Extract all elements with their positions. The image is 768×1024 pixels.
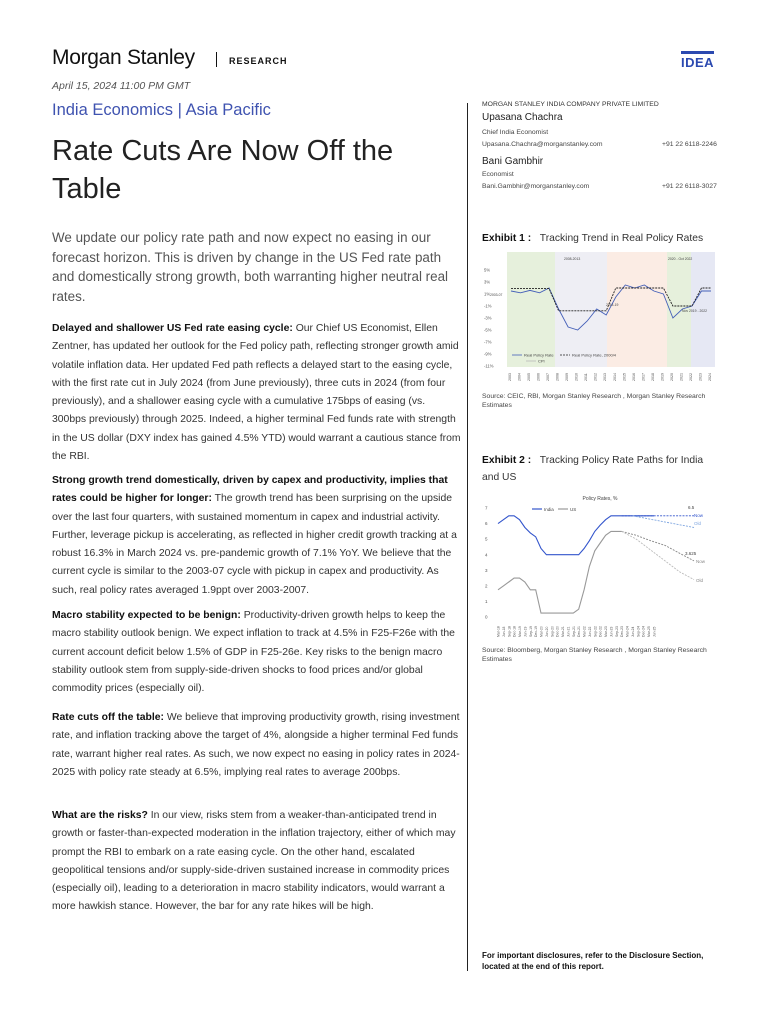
- author-role: Chief India Economist: [482, 129, 549, 136]
- y-tick-label: 1: [485, 599, 488, 605]
- x-tick-label: 2017: [641, 373, 646, 381]
- shade-2003-07: [507, 252, 555, 367]
- x-tick-label: Mar-20: [539, 626, 544, 637]
- section-label: RESEARCH: [229, 56, 288, 66]
- y-tick-label: -5%: [484, 327, 492, 333]
- y-axis: [485, 506, 488, 620]
- x-tick-label: Sep-22: [593, 626, 598, 637]
- series-line-india: [498, 516, 654, 555]
- x-tick-label: Sep-19: [528, 626, 533, 637]
- series-line-us-now: [622, 531, 694, 561]
- y-tick-label: -1%: [484, 303, 492, 309]
- plot-area: [498, 516, 694, 613]
- column-divider: [467, 103, 468, 971]
- x-tick-label: 2016: [631, 373, 636, 381]
- paragraph-text: The growth trend has been surprising on the upside over the last four quarters, with sustained momentum in capex and industrial activity. Further, leverage pickup is accelerating, as reflected in higher credit growth tracking at a robust 16.3% in March 2024 vs. pre-pandemic growth of 7.1% YoY. We believe that the current cycle is similar to the 2003-07 cycle with pickup in capex and productivity. As such, real policy rates averaged 1.9ppt over 2003-2007.: [52, 493, 457, 596]
- x-tick-label: 2012: [593, 373, 598, 381]
- x-tick-label: Sep-23: [614, 626, 619, 637]
- x-axis: [508, 373, 712, 381]
- annotation: 2008-2013: [564, 257, 581, 261]
- x-tick-label: Dec-22: [598, 626, 603, 637]
- x-tick-label: Dec-20: [555, 626, 560, 637]
- exhibit-title: Tracking Trend in Real Policy Rates: [539, 233, 704, 244]
- legend-real-rate: Real Policy Rate: [524, 352, 554, 358]
- annotation: 2014-19: [606, 303, 619, 307]
- paragraph-macro: [52, 607, 462, 698]
- label-now: Now: [696, 559, 706, 564]
- y-tick-label: 1%: [484, 291, 491, 297]
- author-email[interactable]: Upasana.Chachra@morganstanley.com: [482, 141, 603, 148]
- y-tick-label: 3: [485, 567, 488, 573]
- legend-us: US: [570, 507, 577, 512]
- shade-2014-19: [607, 252, 667, 367]
- paragraph-text: Productivity-driven growth helps to keep the macro stability outlook benign. We expect inflation to track at 4.5% in F25-F26e with the current account deficit below 1.5% of GDP in F25-26e. Key risks to the benign macro stability outlook stem from supply-side-driven shocks to food prices and/or global commodity prices (especially oil).: [52, 610, 455, 695]
- paragraph-risks: [52, 807, 462, 917]
- x-tick-label: Mar-19: [518, 626, 523, 637]
- author-email[interactable]: Bani.Gambhir@morganstanley.com: [482, 183, 590, 190]
- exhibit-label: Exhibit 1 :: [482, 233, 532, 244]
- exhibit-label: Exhibit 2 :: [482, 455, 532, 466]
- x-tick-label: Mar-25: [647, 626, 652, 637]
- x-tick-label: 2010: [574, 373, 579, 381]
- disclosure-note: For important disclosures, refer to the Disclosure Section, located at the end of this report.: [482, 951, 704, 971]
- paragraph-lead: Delayed and shallower US Fed rate easing cycle:: [52, 323, 293, 334]
- legend-india: India: [544, 507, 554, 512]
- series-line-us-old: [622, 531, 694, 579]
- y-axis: [484, 268, 494, 369]
- paragraph-lead: What are the risks?: [52, 810, 148, 821]
- legend-cpi: CPI: [538, 358, 545, 364]
- paragraph-growth: [52, 472, 462, 600]
- author-phone: +91 22 6118-2246: [662, 141, 717, 148]
- exhibit1-heading: [482, 230, 722, 247]
- series-line-us: [498, 531, 622, 613]
- series-line-india-old: [633, 516, 695, 528]
- x-tick-label: 2015: [622, 373, 627, 381]
- paragraph-fed-cycle: [52, 320, 462, 466]
- x-tick-label: Sep-24: [636, 626, 641, 637]
- exhibit2-chart: [482, 490, 718, 640]
- author-phone: +91 22 6118-3027: [662, 183, 717, 190]
- x-tick-label: Dec-19: [534, 626, 539, 637]
- x-tick-label: 2005: [527, 373, 532, 381]
- x-tick-label: 2011: [584, 373, 589, 381]
- y-tick-label: 2: [485, 583, 488, 589]
- x-tick-label: 2008: [555, 373, 560, 381]
- x-tick-label: Mar-23: [604, 626, 609, 637]
- author-role: Economist: [482, 171, 514, 178]
- label-us-value: 3.625: [685, 551, 697, 556]
- category-line: India Economics | Asia Pacific: [52, 101, 271, 119]
- x-tick-label: Mar-21: [561, 626, 566, 637]
- author-name: Upasana Chachra: [482, 112, 563, 123]
- x-tick-label: 2023: [698, 373, 703, 381]
- paragraph-lead: Rate cuts off the table:: [52, 712, 164, 723]
- y-tick-label: -3%: [484, 315, 492, 321]
- annotation: 2003-07: [490, 293, 503, 297]
- summary: We update our policy rate path and now expect no easing in our forecast horizon. This is driven by change in the US Fed rate path and domestically strong growth, both warranting higher neutral real rates.: [52, 230, 448, 304]
- paragraph-text: We believe that improving productivity growth, rising investment rate, and inflation tracking above the target of 4%, alongside a higher terminal Fed funds rate, warrant higher real rates. As such, we now expect no easing in policy rates in 2024-2025 with policy rate steady at 6.5%, implying real rates to average 200bps.: [52, 712, 460, 778]
- brand-logo: Morgan Stanley: [52, 46, 195, 69]
- y-tick-label: 5: [485, 536, 488, 542]
- y-tick-label: 5%: [484, 267, 491, 273]
- shade-2008-13: [555, 252, 607, 367]
- x-tick-label: Jun-23: [609, 626, 614, 637]
- publish-date: April 15, 2024 11:00 PM GMT: [52, 80, 191, 92]
- y-tick-label: 6: [485, 521, 488, 527]
- exhibit1-source: Source: CEIC, RBI, Morgan Stanley Research , Morgan Stanley Research Estimates: [482, 393, 706, 409]
- x-tick-label: Jun-18: [501, 626, 506, 637]
- x-tick-label: Dec-23: [620, 626, 625, 637]
- label-old: Old: [696, 578, 704, 583]
- x-tick-label: 2007: [546, 373, 551, 381]
- author-name: Bani Gambhir: [482, 156, 544, 167]
- label-india-value: 6.5: [688, 505, 695, 510]
- exhibit-title: Tracking Policy Rate Paths for India and US: [482, 455, 704, 483]
- x-tick-label: 2014: [612, 373, 617, 381]
- logo-divider: [216, 52, 217, 67]
- x-tick-label: Jun-19: [523, 626, 528, 637]
- x-tick-label: 2022: [688, 373, 693, 381]
- exhibit2-heading: [482, 452, 722, 486]
- x-tick-label: 2009: [565, 373, 570, 381]
- x-tick-label: 2003: [508, 373, 512, 381]
- paragraph-lead: Macro stability expected to be benign:: [52, 610, 241, 621]
- company-name: MORGAN STANLEY INDIA COMPANY PRIVATE LIMITED: [482, 101, 659, 108]
- idea-badge: IDEA: [681, 51, 714, 70]
- y-tick-label: 3%: [484, 279, 491, 285]
- exhibit1-chart: [482, 250, 718, 385]
- x-tick-label: 2006: [536, 373, 541, 381]
- y-tick-label: -11%: [484, 363, 494, 369]
- x-tick-label: Dec-21: [577, 626, 582, 637]
- y-tick-label: -9%: [484, 351, 492, 357]
- y-tick-label: 7: [485, 505, 488, 511]
- chart-title: Policy Rates, %: [582, 496, 618, 502]
- x-tick-label: Jun-20: [544, 626, 549, 637]
- x-tick-label: Jun-21: [566, 626, 571, 637]
- paragraph-rate-cuts: [52, 709, 462, 782]
- y-tick-label: 4: [485, 552, 488, 558]
- annotation: 2020 - Oct 2022: [668, 257, 693, 261]
- paragraph-lead: Strong growth trend domestically, driven by capex and productivity, implies that rates could be higher for longer:: [52, 475, 448, 505]
- x-tick-label: 2019: [660, 373, 665, 381]
- paragraph-text: In our view, risks stem from a weaker-than-anticipated trend in growth or faster-than-expected moderation in the inflation trajectory, either of which may prompt the RBI to embark on a rate easing cycle. On the other hand, escalated geopolitical tensions and/or supply-side-driven sustained increase in commodity prices (especially oil), leading to a deterioration in macro stability indicators, would warrant a more hawkish stance. However, the bar for any rate hikes will be high.: [52, 810, 456, 913]
- x-tick-label: Jun-24: [630, 626, 635, 637]
- annotation: Nov 2019 - 2022: [682, 309, 708, 313]
- x-tick-label: 2018: [650, 373, 655, 381]
- x-tick-label: Sep-18: [507, 626, 512, 637]
- y-tick-label: 0: [485, 614, 488, 620]
- x-axis: [497, 626, 657, 637]
- x-tick-label: 2021: [679, 373, 684, 381]
- x-tick-label: Mar-18: [496, 626, 501, 637]
- page-title: Rate Cuts Are Now Off the Table: [52, 135, 394, 205]
- legend-average: Real Policy Rate, 2000/4: [572, 352, 617, 358]
- x-tick-label: Jun-22: [587, 626, 592, 637]
- x-tick-label: 2024: [708, 373, 712, 381]
- exhibit2-source: Source: Bloomberg, Morgan Stanley Research , Morgan Stanley Research Estimates: [482, 647, 707, 663]
- x-tick-label: Mar-24: [625, 626, 630, 637]
- paragraph-text: Our Chief US Economist, Ellen Zentner, has updated her outlook for the Fed policy path, reflecting stronger growth amid volatile inflation data. Her updated Fed path reflects a delayed start to the easing cycle, with the first rate cut in July 2024 (from June previously), three cuts in 2024 (from four previously), and a shallower easing cycle with a cumulative 175bps of easing (vs. 300bps previously) through 2025. Indeed, a higher terminal Fed funds rate with strength in the US dollar (DXY index has gained 4.5% YTD) would warrant a cautious stance from the RBI.: [52, 323, 461, 463]
- x-tick-label: Jun-25: [652, 626, 657, 637]
- label-now: Now: [694, 513, 704, 518]
- x-tick-label: Sep-21: [571, 626, 576, 637]
- x-tick-label: Dec-24: [641, 626, 646, 637]
- x-tick-label: 2013: [603, 373, 608, 381]
- x-tick-label: Sep-20: [550, 626, 555, 637]
- label-old: Old: [694, 521, 702, 526]
- y-tick-label: -7%: [484, 339, 492, 345]
- x-tick-label: Dec-18: [512, 626, 517, 637]
- x-tick-label: 2004: [517, 373, 522, 381]
- x-tick-label: Mar-22: [582, 626, 587, 637]
- x-tick-label: 2020: [669, 373, 674, 381]
